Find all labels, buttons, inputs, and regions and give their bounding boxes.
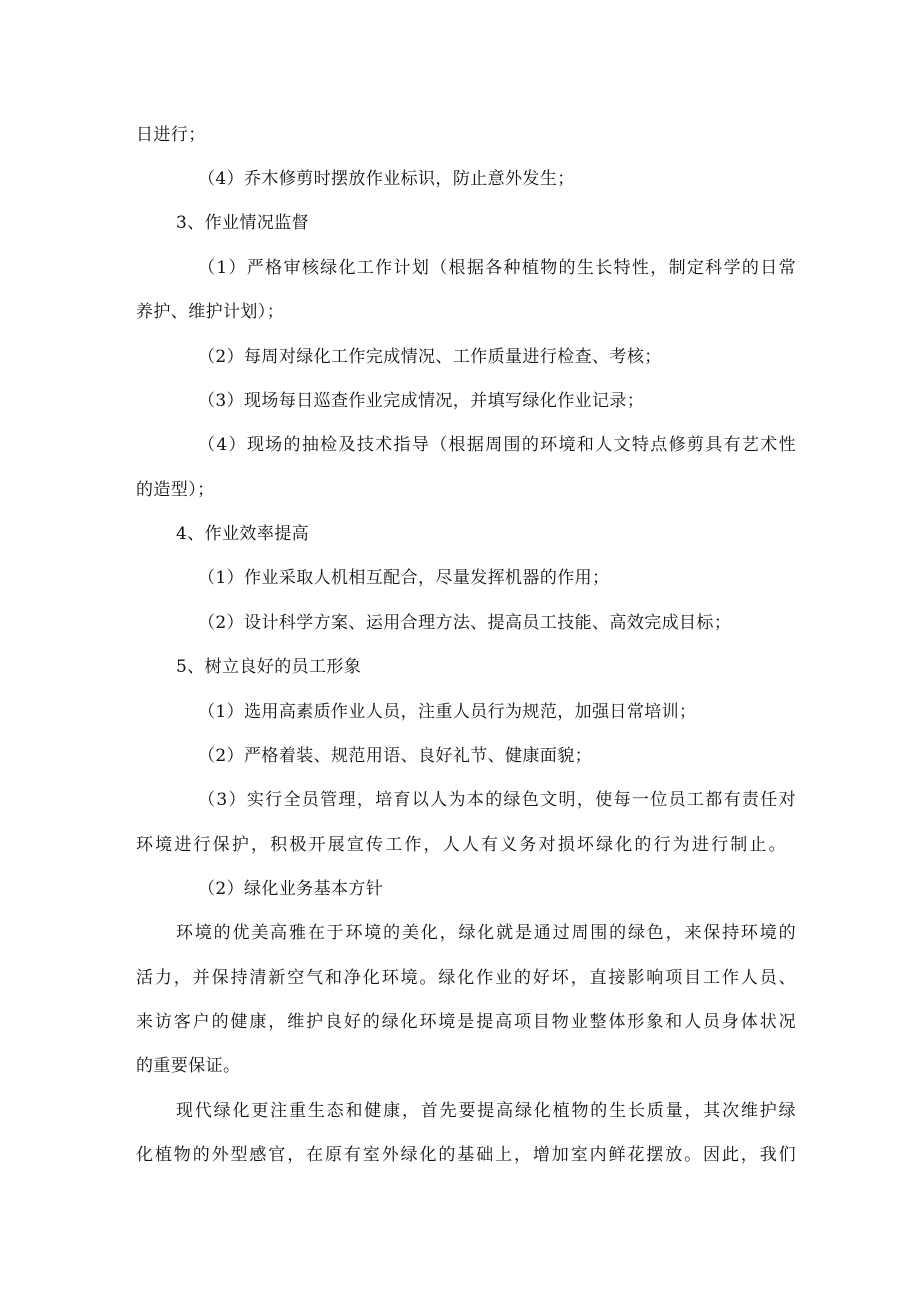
paragraph-line: 环境的优美高雅在于环境的美化，绿化就是通过周围的绿色，来保持环境的 <box>176 923 796 943</box>
list-item: （2）严格着装、规范用语、良好礼节、健康面貌； <box>198 746 593 766</box>
text-line: 环境进行保护，积极开展宣传工作，人人有义务对损坏绿化的行为进行制止。 <box>136 835 786 855</box>
list-item: （4）现场的抽检及技术指导（根据周围的环境和人文特点修剪具有艺术性 <box>198 435 796 455</box>
section-heading: 5、树立良好的员工形象 <box>176 657 362 677</box>
section-heading: 3、作业情况监督 <box>176 213 310 233</box>
paragraph-line: 来访客户的健康，维护良好的绿化环境是提高项目物业整体形象和人员身体状况 <box>136 1012 796 1032</box>
paragraph-line: 现代绿化更注重生态和健康，首先要提高绿化植物的生长质量，其次维护绿 <box>176 1101 796 1121</box>
list-item: （1）选用高素质作业人员，注重人员行为规范，加强日常培训； <box>198 702 697 722</box>
list-item: （1）严格审核绿化工作计划（根据各种植物的生长特性，制定科学的日常 <box>198 258 796 278</box>
list-item: （4）乔木修剪时摆放作业标识，防止意外发生； <box>198 169 575 189</box>
text-line: 养护、维护计划）； <box>136 302 285 322</box>
list-item: （3）现场每日巡查作业完成情况，并填写绿化作业记录； <box>198 391 645 411</box>
paragraph-line: 活力，并保持清新空气和净化环境。绿化作业的好坏，直接影响项目工作人员、 <box>136 968 796 988</box>
subsection-heading: （2）绿化业务基本方针 <box>198 879 384 899</box>
paragraph-line: 化植物的外型感官，在原有室外绿化的基础上，增加室内鲜花摆放。因此，我们 <box>136 1145 796 1165</box>
list-item: （3）实行全员管理，培育以人为本的绿色文明，使每一位员工都有责任对 <box>198 790 796 810</box>
list-item: （2）每周对绿化工作完成情况、工作质量进行检查、考核； <box>198 347 662 367</box>
text-line: 日进行； <box>136 125 206 145</box>
section-heading: 4、作业效率提高 <box>176 524 310 544</box>
list-item: （2）设计科学方案、运用合理方法、提高员工技能、高效完成目标； <box>198 613 732 633</box>
list-item: （1）作业采取人机相互配合，尽量发挥机器的作用； <box>198 568 610 588</box>
paragraph-line: 的重要保证。 <box>136 1056 241 1076</box>
text-line: 的造型）； <box>136 480 215 500</box>
